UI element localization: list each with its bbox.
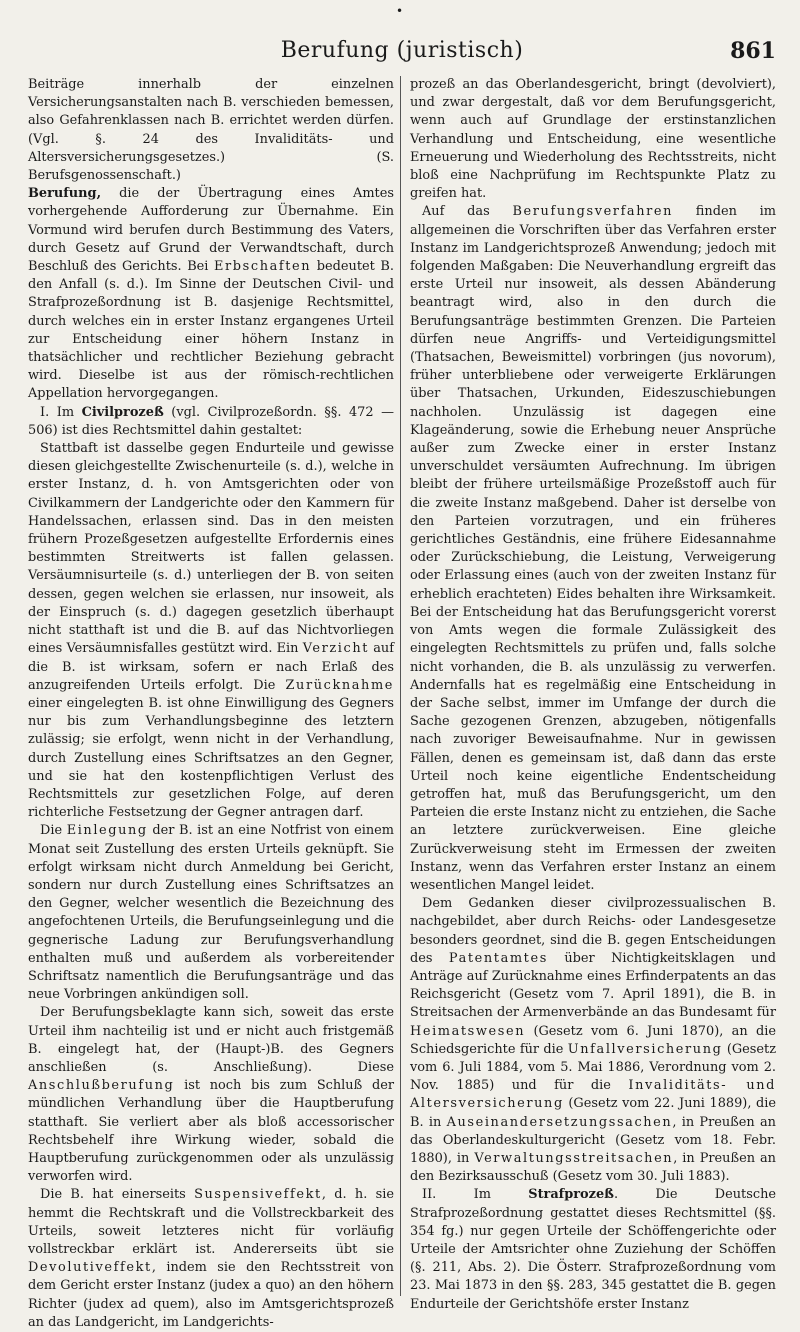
section-keyword: Civilprozeß bbox=[81, 404, 164, 420]
right-column bbox=[410, 76, 776, 1312]
page-number: 861 bbox=[730, 38, 776, 64]
paragraph: Der Berufungsbeklagte kann sich, soweit das erste Urteil ihm nachteilig ist und er nicht auch fristgemäß B. eingelegt hat, der (Haupt-)B. des Gegners anschließen (s. Anschließung). Diese Anschlußberufung ist noch bis zum Schluß der mündlichen Verhandlung über die Hauptberufung statthaft. Sie verliert aber als bloß accessorischer Rechtsbehelf ihre Wirkung wieder, sobald die Hauptberufung zurückgenommen oder als unzulässig verworfen wird. bbox=[28, 1005, 394, 1185]
section-keyword: Strafprozeß bbox=[528, 1187, 614, 1203]
paragraph: Dem Gedanken dieser civilprozessualischen B. nachgebildet, aber durch Reichs- oder Landesgesetze besonders geordnet, sind die B. gegen Entscheidungen des Patentamtes über Nichtigkeitsklagen und Anträge auf Zurücknahme eines Erfinderpatents an das Reichsgericht (Gesetz vom 7. April 1891), die B. in Streitsachen der Armenverbände an das Bundesamt für Heimatswesen (Gesetz vom 6. Juni 1870), an die Schiedsgerichte für die Unfallversicherung (Gesetz vom 6. Juli 1884, vom 5. Mai 1886, Verordnung vom 2. Nov. 1885) und für die Invaliditäts- und Altersversicherung (Gesetz vom 22. Juni 1889), die B. in Auseinandersetzungssachen, in Preußen an das Oberlandeskulturgericht (Gesetz vom 18. Febr. 1880), in Verwaltungsstreitsachen, in Preußen an den Bezirksausschuß (Gesetz vom 30. Juli 1883). bbox=[410, 896, 776, 1185]
page-dot: • bbox=[396, 4, 404, 18]
paragraph: II. Im Strafprozeß. Die Deutsche Strafprozeßordnung gestattet dieses Rechtsmittel (§§. 354 fg.) nur gegen Urteile der Schöffengerichte oder Urteile der Amtsrichter ohne Zuziehung der Schöffen (§. 211, Abs. 2). Die Österr. Strafprozeßordnung vom 23. Mai 1873 in den §§. 283, 345 gestattet die B. gegen Endurteile der Gerichtshöfe erster Instanz bbox=[410, 1187, 776, 1312]
paragraph: Stattbaft ist dasselbe gegen Endurteile und gewisse diesen gleichgestellte Zwischenurteile (s. d.), welche in erster Instanz, d. h. von Amtsgerichten oder von Civilkammern der Landgerichte oder den Kammern für Handelssachen, erlassen sind. Das in den meisten frühern Prozeßgesetzen aufgestellte Erfordernis eines bestimmten Streitwerts ist fallen gelassen. Versäumnisurteile (s. d.) unterliegen der B. von seiten dessen, gegen welchen sie erlassen, nur insoweit, als der Einspruch (s. d.) dagegen gesetzlich überhaupt nicht statthaft ist und die B. auf das Nichtvorliegen eines Versäumnisfalles gestützt wird. Ein Verzicht auf die B. ist wirksam, sofern er nach Erlaß des anzugreifenden Urteils erfolgt. Die Zurücknahme einer eingelegten B. ist ohne Einwilligung des Gegners nur bis zum Verhandlungsbeginne des letztern zulässig; sie erfolgt, wenn nicht in der Verhandlung, durch Zustellung eines Schriftsatzes an den Gegner, und sie hat den kostenpflichtigen Verlust des Rechtsmittels zur gesetzlichen Folge, auf deren richterliche Festsetzung der Gegner antragen darf. bbox=[28, 441, 394, 821]
page-header bbox=[28, 38, 776, 68]
entry-headword: Berufung, bbox=[28, 186, 102, 202]
paragraph: I. Im Civilprozeß (vgl. Civilprozeßordn. §§. 472 —506) ist dies Rechtsmittel dahin gestaltet: bbox=[28, 404, 394, 438]
paragraph: Auf das Berufungsverfahren finden im allgemeinen die Vorschriften über das Verfahren erster Instanz im Landgerichtsprozeß Anwendung; jedoch mit folgenden Maßgaben: Die Neuverhandlung ergreift das erste Urteil nur insoweit, als dessen Abänderung beantragt wird, also in den durch die Berufungsanträge bestimmten Grenzen. Die Parteien dürfen neue Angriffs- und Verteidigungsmittel (Thatsachen, Beweismittel) vorbringen (jus novorum), früher unterbliebene oder verweigerte Erklärungen über Thatsachen, Urkunden, Eideszuschiebungen nachholen. Unzulässig ist dagegen eine Klageänderung, sowie die Erhebung neuer Ansprüche außer zum Zwecke einer in erster Instanz unverschuldet versäumten Aufrechnung. Im übrigen bleibt der frühere urteilsmäßige Prozeßstoff auch für die zweite Instanz maßgebend. Daher ist derselbe von den Parteien vorzutragen, und ein früheres gerichtliches Geständnis, eine frühere Eidesannahme oder Zurückschiebung, die Leistung, Verweigerung oder Erlassung eines (auch von der zweiten Instanz für erheblich erachteten) Eides behalten ihre Wirksamkeit. Bei der Entscheidung hat das Berufungsgericht vorerst von Amts wegen die formale Zulässigkeit des eingelegten Rechtsmittels zu prüfen und, falls solche nicht vorhanden, die B. als unzulässig zu verwerfen. Andernfalls hat es regelmäßig eine Entscheidung in der Sache selbst, immer im Umfange der durch die Sache gezogenen Grenzen, abzugeben, nötigenfalls nach zuvoriger Beweisaufnahme. Nur in gewissen Fällen, denen es gemeinsam ist, daß dann das erste Urteil noch keine eigentliche Endentscheidung getroffen hat, muß das Berufungsgericht, um den Parteien die erste Instanz nicht zu entziehen, die Sache an letztere zurückverweisen. Eine gleiche Zurückverweisung steht im Ermessen der zweiten Instanz, wenn das Verfahren erster Instanz an einem wesentlichen Mangel leidet. bbox=[410, 204, 776, 893]
paragraph: Beiträge innerhalb der einzelnen Versicherungsanstalten nach B. verschieden bemessen, also Gefahrenklassen nach B. errichtet werden dürfen. (Vgl. §. 24 des Invaliditäts- und Altersversicherungsgesetzes.) (S. Berufsgenossenschaft.) bbox=[28, 77, 394, 184]
paragraph: prozeß an das Oberlandesgericht, bringt (devolviert), und zwar dergestalt, daß vor dem Berufungsgericht, wenn auch auf Grundlage der erstinstanzlichen Verhandlung und Entscheidung, eine wesentliche Erneuerung und Wiederholung des Rechtsstreits, nicht bloß eine Nachprüfung im Rechtspunkte Platz zu greifen hat. bbox=[410, 77, 776, 202]
paragraph: Die Einlegung der B. ist an eine Notfrist von einem Monat seit Zustellung des ersten Urteils geknüpft. Sie erfolgt wirksam nicht durch Anmeldung bei Gericht, sondern nur durch Zustellung eines Schriftsatzes an den Gegner, welcher wesentlich die Bezeichnung des angefochtenen Urteils, die Berufungseinlegung und die gegnerische Ladung zur Berufungsverhandlung enthalten muß und außerdem als vorbereitender Schriftsatz namentlich die Berufungsanträge und das neue Vorbringen ankündigen soll. bbox=[28, 823, 395, 1003]
paragraph: Die B. hat einerseits Suspensiveffekt, d. h. sie hemmt die Rechtskraft und die Vollstreckbarkeit des Urteils, soweit letzteres nicht für vorläufig vollstreckbar erklärt ist. Andererseits übt sie Devolutiveffekt, indem sie den Rechtsstreit von dem Gericht erster Instanz (judex a quo) an den höhern Richter (judex ad quem), also im Amtsgerichtsprozeß an das Landgericht, im Landgerichts- bbox=[28, 1187, 394, 1330]
paragraph: Berufung, die der Übertragung eines Amtes vorhergehende Aufforderung zur Übernahme. Ein Vormund wird berufen durch Bestimmung des Vaters, durch Gesetz auf Grund der Verwandtschaft, durch Beschluß des Gerichts. Bei Erbschaften bedeutet B. den Anfall (s. d.). Im Sinne der Deutschen Civil- und Strafprozeßordnung ist B. dasjenige Rechtsmittel, durch welches ein in erster Instanz ergangenes Urteil zur Entscheidung einer höhern Instanz in thatsächlicher und rechtlicher Beziehung gebracht wird. Dieselbe ist aus der römisch-rechtlichen Appellation hervorgegangen. bbox=[28, 186, 394, 402]
column-divider bbox=[400, 76, 401, 1296]
left-column bbox=[28, 76, 395, 1330]
page-title: Berufung (juristisch) bbox=[280, 38, 524, 63]
